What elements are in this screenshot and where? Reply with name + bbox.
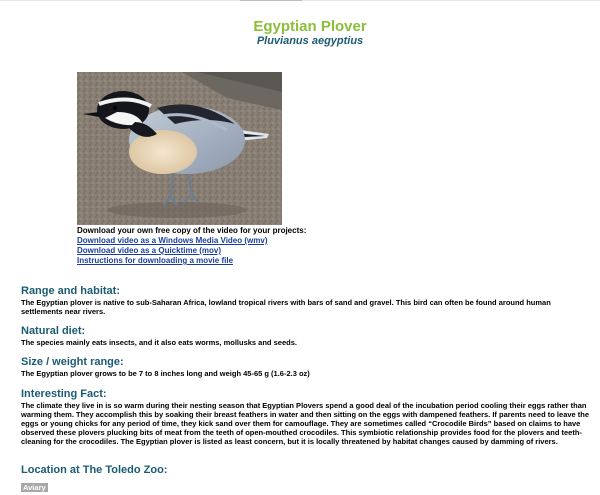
- range-text: The Egyptian plover is native to sub-Saharan Africa, lowland tropical rivers with bars of sand and gravel. This bird can often be found around human settlements near rivers.: [21, 298, 551, 316]
- page-title: Egyptian Plover: [253, 18, 367, 35]
- video-download-block: [77, 226, 306, 266]
- download-wmv-link[interactable]: Download video as a Windows Media Video (wmv): [77, 236, 268, 245]
- fact-section: [21, 388, 591, 446]
- fact-heading: Interesting Fact:: [21, 388, 107, 400]
- download-instructions-link[interactable]: Instructions for downloading a movie file: [77, 256, 234, 265]
- location-badge[interactable]: Aviary: [23, 483, 46, 492]
- location-section: [21, 464, 591, 495]
- size-text: The Egyptian plover grows to be 7 to 8 inches long and weigh 45-65 g (1.6-2.3 oz): [21, 369, 310, 378]
- range-section: [21, 285, 591, 316]
- location-heading: Location at The Toledo Zoo:: [21, 464, 168, 476]
- diet-heading: Natural diet:: [21, 325, 86, 337]
- video-intro-text: Download your own free copy of the video for your projects:: [77, 226, 307, 235]
- range-heading: Range and habitat:: [21, 285, 121, 297]
- plover-video-still: [77, 72, 282, 225]
- scientific-name: Pluvianus aegyptius: [256, 35, 364, 47]
- fact-text: The climate they live in is so warm during their nesting season that Egyptian Plovers spend a good deal of the incubation period cooling their eggs rather than warming them. They accomplish this by soaking their breast feathers in water and then sitting on the eggs with dampened feathers. If parents need to leave the eggs or young chicks for any period of time, they kick sand over them for camouflage. They are sometimes called “Crocodile Birds” based on claims to have observed these plovers plucking bits of meat from the teeth of open-mouthed crocodiles. This symbiotic relationship provides food for the plovers and teeth-cleaning for the crocodiles. The Egyptian plover is listed as least concern, but it is locally threatened by habitat changes caused by damming of rivers.: [21, 401, 590, 446]
- download-mov-link[interactable]: Download video as a Quicktime (mov): [77, 246, 222, 255]
- diet-section: [21, 325, 591, 347]
- top-divider-accent: [240, 0, 302, 1]
- size-heading: Size / weight range:: [21, 356, 124, 368]
- size-section: [21, 356, 591, 378]
- diet-text: The species mainly eats insects, and it also eats worms, mollusks and seeds.: [21, 338, 297, 347]
